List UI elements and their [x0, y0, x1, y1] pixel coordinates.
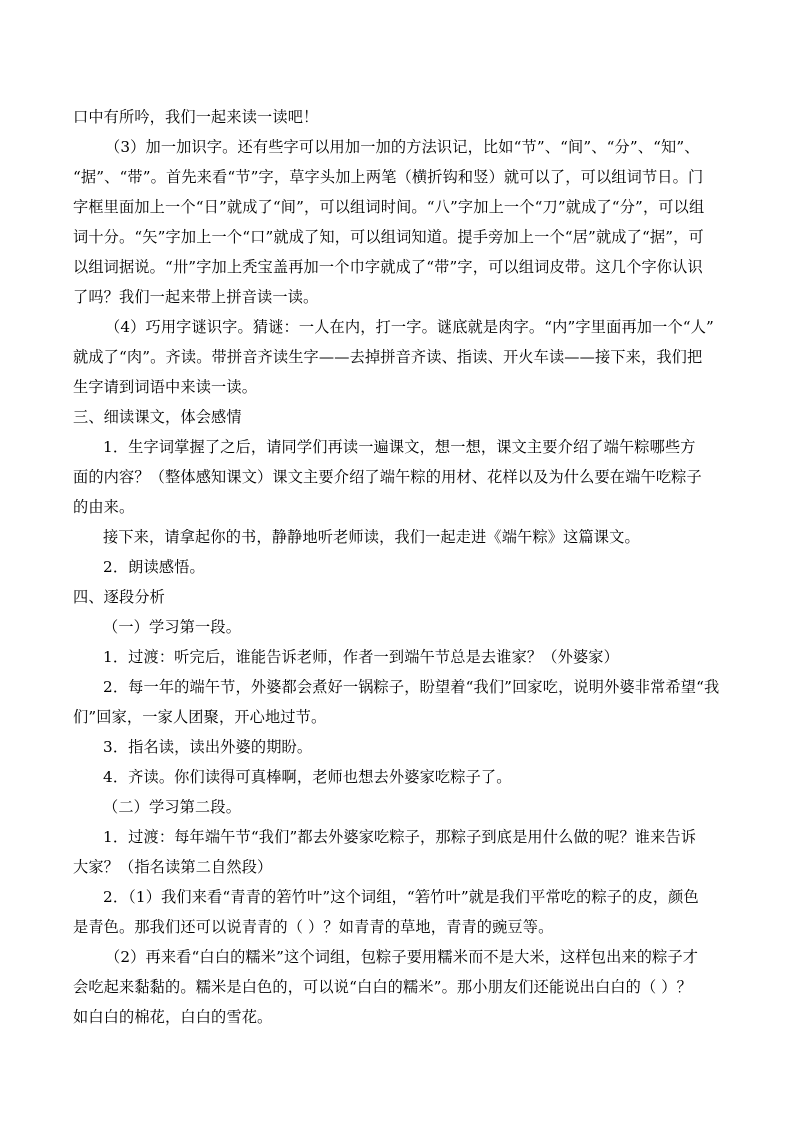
paragraph-line: 1．过渡：每年端午节“我们”都去外婆家吃粽子，那粽子到底是用什么做的呢？谁来告诉 [103, 828, 697, 846]
paragraph-line: 会吃起来黏黏的。糯米是白色的，可以说“白白的糯米”。那小朋友们还能说出白白的（ ）？ [73, 978, 692, 996]
paragraph-line: 大家？（指名读第二自然段） [73, 858, 273, 876]
section-heading: 四、逐段分析 [73, 588, 166, 606]
section-heading: 三、细读课文，体会感情 [73, 408, 242, 426]
paragraph-line: “据”、“带”。首先来看“节”字，草字头加上两笔（横折钩和竖）就可以了，可以组词节日。门 [73, 168, 704, 186]
paragraph-line: 口中有所吟，我们一起来读一读吧！ [73, 108, 319, 126]
paragraph-line: 3．指名读，读出外婆的期盼。 [103, 738, 313, 756]
paragraph-line: 1．生字词掌握了之后，请同学们再读一遍课文，想一想，课文主要介绍了端午粽哪些方 [103, 438, 696, 456]
paragraph-line: 2．每一年的端午节，外婆都会煮好一锅粽子，盼望着“我们”回家吃，说明外婆非常希望“我 [103, 678, 720, 696]
paragraph-line: （2）再来看“白白的糯米”这个词组，包粽子要用糯米而不是大米，这样包出来的粽子才 [105, 948, 699, 966]
paragraph-line: 的由来。 [73, 498, 135, 516]
paragraph-line: 面的内容？（整体感知课文）课文主要介绍了端午粽的用材、花样以及为什么要在端午吃粽子 [73, 468, 702, 486]
paragraph-line: 词十分。“矢”字加上一个“口”就成了知，可以组词知道。提手旁加上一个“居”就成了“据”，可 [73, 228, 704, 246]
paragraph-line: 是青色。那我们还可以说青青的（ ）？如青青的草地，青青的豌豆等。 [73, 918, 554, 936]
paragraph-line: 如白白的棉花，白白的雪花。 [73, 1008, 273, 1026]
paragraph-line: 就成了“肉”。齐读。带拼音齐读生字——去掉拼音齐读、指读、开火车读——接下来，我们把 [73, 348, 703, 366]
subsection-heading: （二）学习第二段。 [103, 798, 242, 816]
paragraph-line: 了吗？我们一起来带上拼音读一读。 [73, 288, 319, 306]
paragraph-line: （4）巧用字谜识字。猜谜：一人在内，打一字。谜底就是肉字。“内”字里面再加一个“人” [105, 318, 714, 336]
paragraph-line: 4．齐读。你们读得可真棒啊，老师也想去外婆家吃粽子了。 [103, 768, 512, 786]
paragraph-line: （3）加一加识字。还有些字可以用加一加的方法识记，比如“节”、“间”、“分”、“知”、 [105, 138, 700, 156]
paragraph-line: 们”回家，一家人团聚，开心地过节。 [73, 708, 327, 726]
paragraph-line: 生字请到词语中来读一读。 [73, 378, 258, 396]
paragraph-line: 接下来，请拿起你的书，静静地听老师读，我们一起走进《端午粽》这篇课文。 [103, 528, 640, 546]
paragraph-line: 2．朗读感悟。 [103, 558, 205, 576]
paragraph-line: 以组词据说。“卅”字加上秃宝盖再加一个巾字就成了“带”字，可以组词皮带。这几个字你认识 [73, 258, 703, 276]
paragraph-line: 1．过渡：听完后，谁能告诉老师，作者一到端午节总是去谁家？（外婆家） [103, 648, 619, 666]
subsection-heading: （一）学习第一段。 [103, 618, 242, 636]
document-body [73, 102, 725, 1032]
paragraph-line: 2．（1）我们来看“青青的箬竹叶”这个词组，“箬竹叶”就是我们平常吃的粽子的皮，颜色 [103, 888, 699, 906]
paragraph-line: 字框里面加上一个“日”就成了“间”，可以组词时间。“八”字加上一个“刀”就成了“分”，可以组 [73, 198, 705, 216]
